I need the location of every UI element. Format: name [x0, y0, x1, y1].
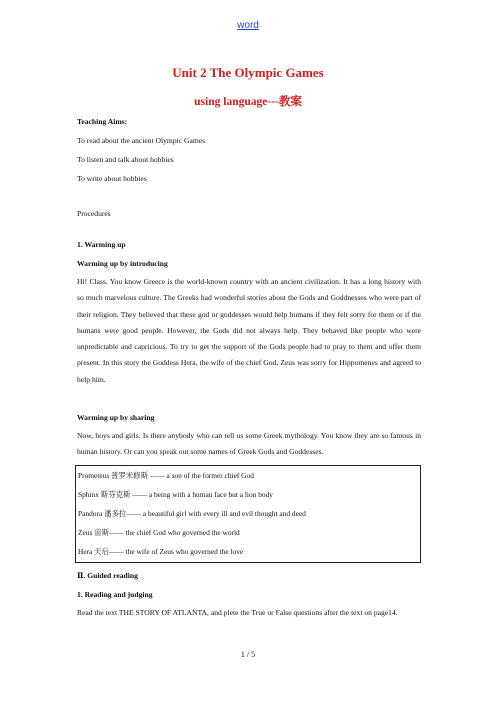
section-heading-guided-reading: Ⅱ. Guided reading: [77, 571, 138, 580]
gods-box-line: Pandora 潘多拉—— a beautiful girl with every ill and evil thought and deed: [78, 509, 306, 518]
gods-box-line: Hera 天后—— the wife of Zeus who governed the love: [78, 547, 244, 556]
reading-paragraph: Read the text THE STORY OF ATLANTA, and plete the True or False questions after the text on page14.: [77, 608, 398, 617]
gods-box-line: Sphinx 斯芬克斯 —— a being with a human face but a lion body: [78, 490, 274, 499]
sharing-paragraph: Now, boys and girls. Is there anybody who can tell us some Greek mythology. You know they are so famous in human history. Or can you speak out some names of Greek Gods and Goddesses.: [77, 431, 421, 457]
subheading-sharing: Warming up by sharing: [77, 413, 155, 422]
page-number: 1 / 5: [240, 650, 256, 659]
header-link[interactable]: [0, 20, 496, 31]
teaching-aim-item: To listen and talk about hobbies: [77, 155, 174, 164]
page-subtitle: using language---教案: [194, 96, 302, 108]
intro-paragraph: Hi! Class. You know Greece is the world-known country with an ancient civilization. It has a long history with so much marvelous culture. The Greeks had wonderful stories about the Gods and Goddnesses who were part of their religion. They believed that these god or goddesses would help humans if they felt sorry for them or if the humans were good people. However, the Gods did not always help. They behaved like people who were unpredictable and capricious. To try to get the support of the Gods people had to pray to them and offer them present. In this story the Goddess Hera, the wife of the chief God, Zeus was sorry for Hippomenes and agreed to help him.: [77, 277, 421, 384]
gods-box: [75, 465, 421, 563]
teaching-aim-item: To write about hobbies: [77, 174, 147, 183]
subheading-introducing: Warming up by introducing: [77, 259, 168, 268]
gods-box-line: Zeus 宙斯—— the chief God who governed the world: [78, 528, 240, 537]
procedures-heading: Procedures: [77, 209, 111, 218]
subheading-reading-judging: 1. Reading and judging: [77, 590, 153, 599]
teaching-aim-item: To read about the ancient Olympic Games: [77, 136, 206, 145]
teaching-aims-heading: Teaching Aims:: [77, 117, 128, 126]
gods-box-line: Prometeus 普罗米修斯 —— a son of the former chief God: [78, 471, 254, 480]
page-title: Unit 2 The Olympic Games: [172, 65, 324, 80]
word-link[interactable]: word: [237, 20, 259, 31]
section-heading-warming-up: 1. Warming up: [77, 240, 126, 249]
